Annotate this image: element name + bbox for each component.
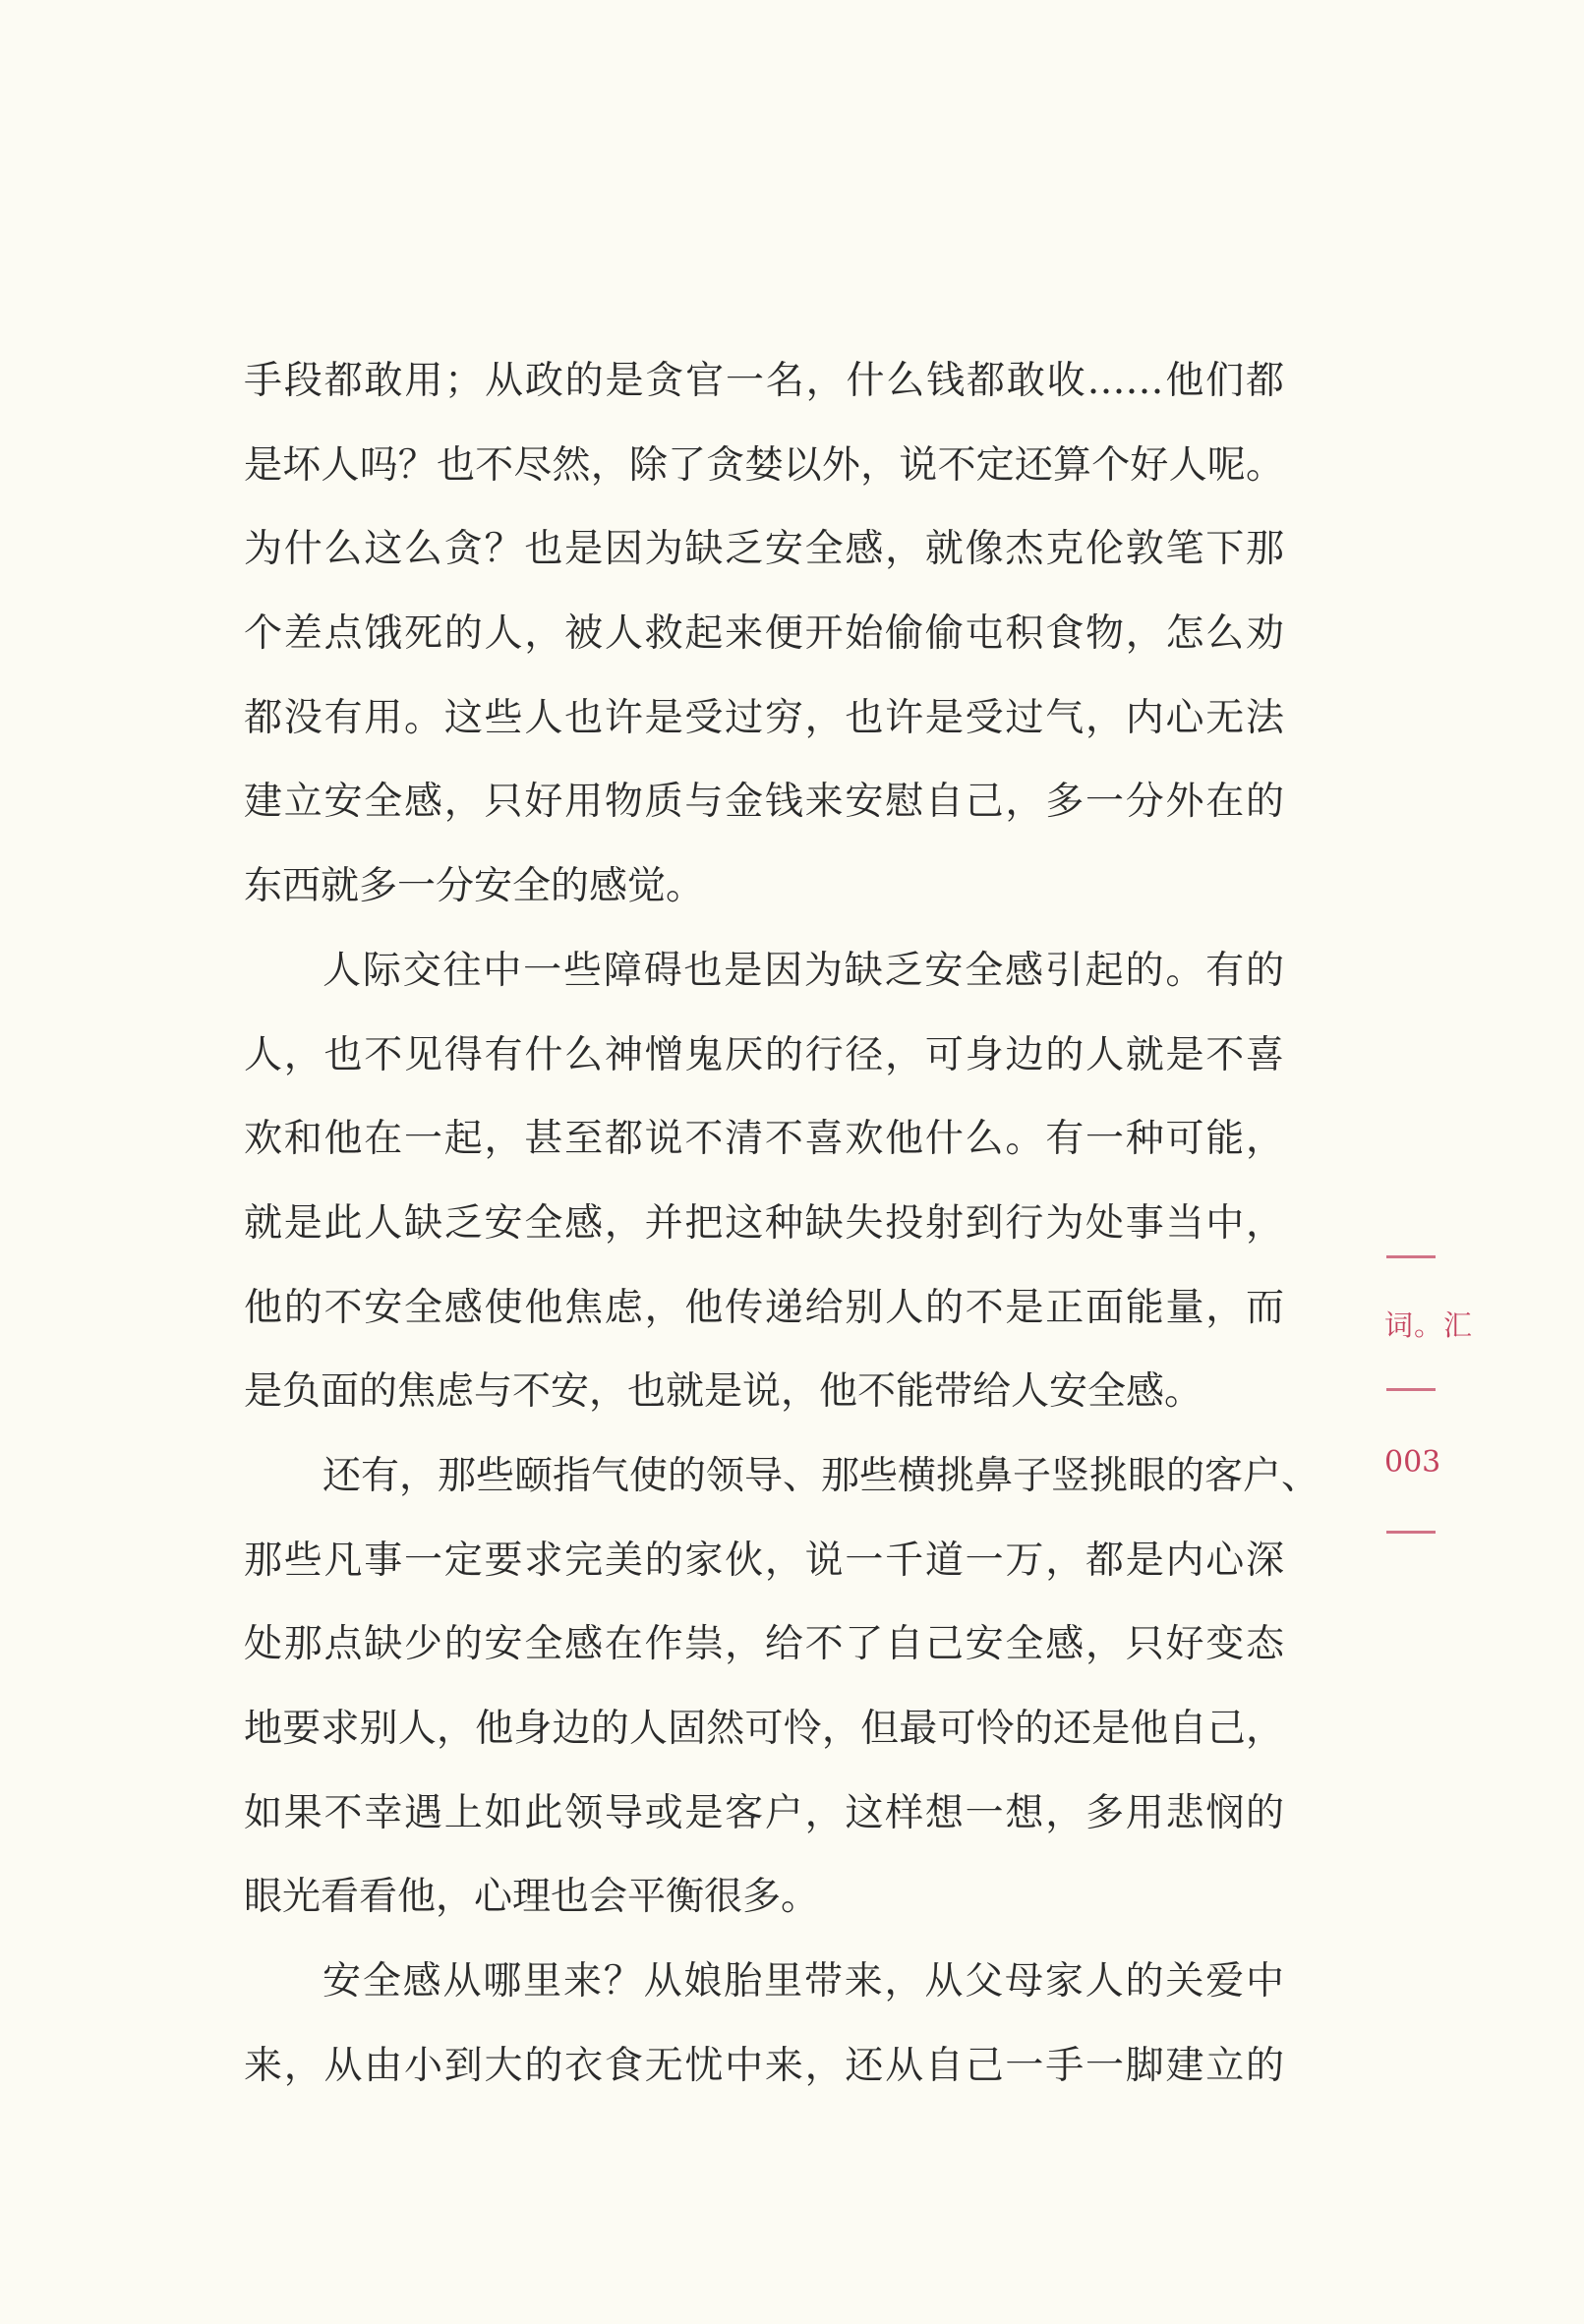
- text-line: 是坏人吗？也不尽然，除了贪婪以外，说不定还算个好人呢。: [244, 442, 1284, 488]
- text-line: 眼光看看他，心理也会平衡很多。: [244, 1875, 820, 1920]
- text-line: 为什么这么贪？也是因为缺乏安全感，就像杰克伦敦笔下那: [244, 527, 1284, 572]
- text-line: 个差点饿死的人，被人救起来便开始偷偷屯积食物，怎么劝: [244, 611, 1284, 657]
- text-line: 人际交往中一些障碍也是因为缺乏安全感引起的。有的: [323, 948, 1284, 993]
- text-line: 是负面的焦虑与不安，也就是说，他不能带给人安全感。: [244, 1369, 1203, 1415]
- text-line: 欢和他在一起，甚至都说不清不喜欢他什么。有一种可能，: [244, 1117, 1284, 1162]
- text-line: 就是此人缺乏安全感，并把这种缺失投射到行为处事当中，: [244, 1200, 1284, 1246]
- text-line: 处那点缺少的安全感在作祟，给不了自己安全感，只好变态: [244, 1622, 1284, 1667]
- margin-rule-top: [1386, 1255, 1436, 1258]
- text-line: 东西就多一分安全的感觉。: [244, 864, 705, 909]
- text-line: 都没有用。这些人也许是受过穷，也许是受过气，内心无法: [244, 695, 1284, 740]
- page-number: 003: [1384, 1445, 1441, 1480]
- body-text: [244, 356, 1320, 2124]
- text-line: 人，也不见得有什么神憎鬼厌的行径，可身边的人就是不喜: [244, 1032, 1284, 1077]
- text-line: 还有，那些颐指气使的领导、那些横挑鼻子竖挑眼的客户、: [323, 1453, 1320, 1498]
- margin-rule-bottom: [1386, 1531, 1436, 1534]
- text-line: 他的不安全感使他焦虑，他传递给别人的不是正面能量，而: [244, 1285, 1284, 1330]
- margin-rule-middle: [1386, 1388, 1436, 1391]
- text-line: 地要求别人，他身边的人固然可怜，但最可怜的还是他自己，: [244, 1707, 1284, 1751]
- text-line: 那些凡事一定要求完美的家伙，说一千道一万，都是内心深: [244, 1538, 1284, 1583]
- text-line: 如果不幸遇上如此领导或是客户，这样想一想，多用悲悯的: [244, 1790, 1284, 1835]
- text-line: 手段都敢用；从政的是贪官一名，什么钱都敢收……他们都: [244, 359, 1284, 403]
- section-title: 词。汇: [1384, 1308, 1474, 1342]
- text-line: 建立安全感，只好用物质与金钱来安慰自己，多一分外在的: [244, 780, 1284, 825]
- text-line: 来，从由小到大的衣食无忧中来，还从自己一手一脚建立的: [244, 2043, 1284, 2088]
- text-line: 安全感从哪里来？从娘胎里带来，从父母家人的关爱中: [323, 1959, 1284, 2004]
